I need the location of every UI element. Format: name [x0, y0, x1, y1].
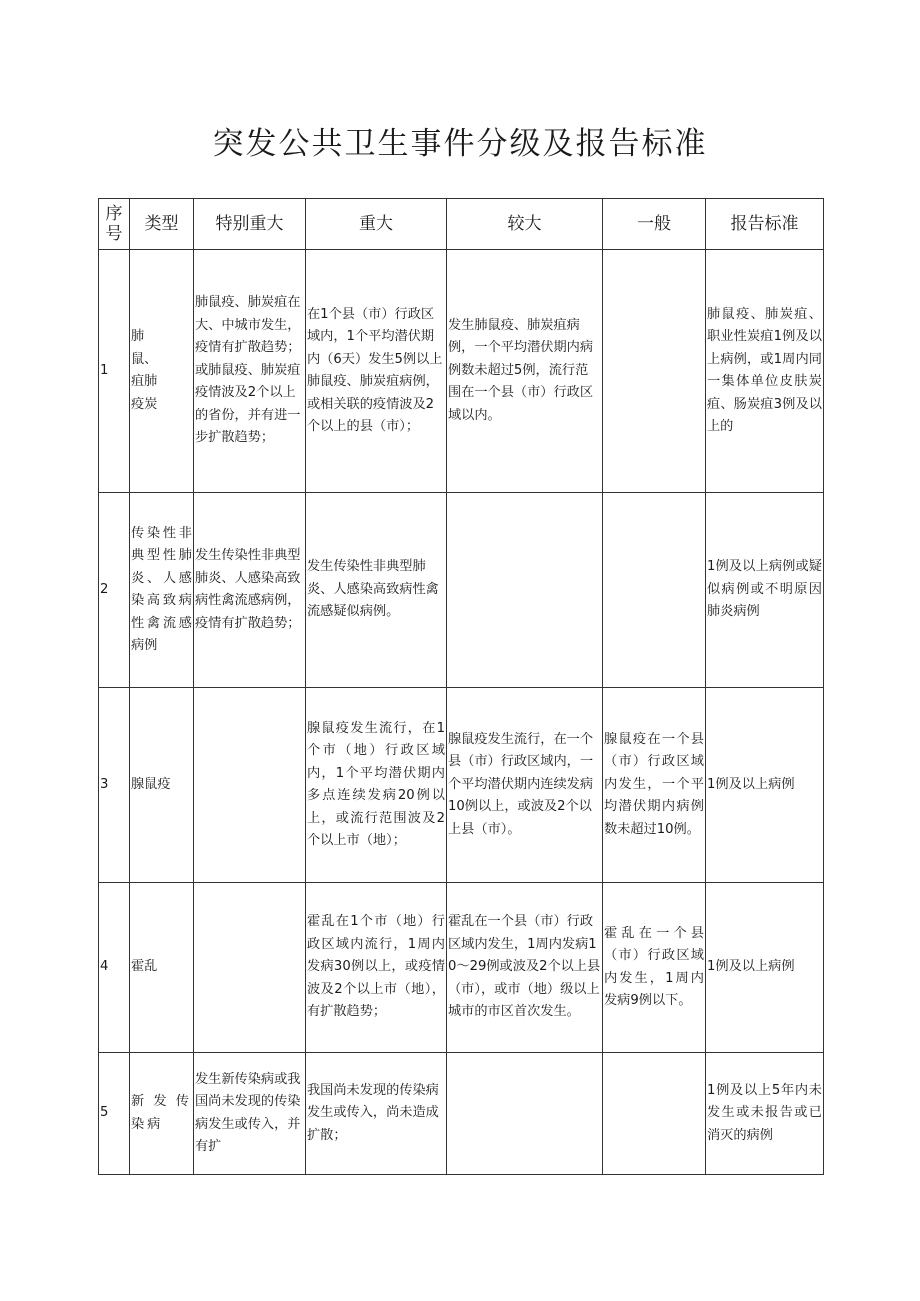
header-especially-major: 特别重大	[194, 199, 306, 250]
document-title: 突发公共卫生事件分级及报告标准	[212, 126, 708, 162]
cell-major: 腺鼠疫发生流行，在1个市（地）行政区域内，1个平均潜伏期内多点连续发病20例以上，或流行范围波及2个以上市（地）；	[306, 688, 447, 883]
cell-general: 腺鼠疫在一个县（市）行政区域内发生，一个平均潜伏期内病例数未超过10例。	[603, 688, 706, 883]
cell-major: 霍乱在1个市（地）行政区域内流行，1周内发病30例以上，或疫情波及2个以上市（地），有扩散趋势；	[306, 883, 447, 1053]
row-type: 霍乱	[130, 883, 194, 1053]
cell-report-standard: 肺鼠疫、肺炭疽、职业性炭疽1例及以上病例，或1周内同一集体单位皮肤炭疽、肠炭疽3例及以上的	[706, 250, 824, 493]
cell-especially-major: 发生新传染病或我国尚未发现的传染病发生或传入，并有扩	[194, 1053, 306, 1175]
header-general: 一般	[603, 199, 706, 250]
row-type: 新发传染病	[130, 1053, 194, 1175]
cell-larger: 发生肺鼠疫、肺炭疽病例，一个平均潜伏期内病例数未超过5例，流行范围在一个县（市）行政区域以内。	[447, 250, 603, 493]
grading-table	[98, 198, 824, 1175]
cell-especially-major: 肺鼠疫、肺炭疽在大、中城市发生，疫情有扩散趋势；或肺鼠疫、肺炭疽疫情波及2个以上的省份，并有进一步扩散趋势；	[194, 250, 306, 493]
cell-report-standard: 1例及以上病例或疑似病例或不明原因肺炎病例	[706, 493, 824, 688]
row-seq: 3	[99, 688, 130, 883]
row-seq: 1	[99, 250, 130, 493]
table-row	[99, 493, 824, 688]
cell-especially-major: 发生传染性非典型肺炎、人感染高致病性禽流感病例，疫情有扩散趋势；	[194, 493, 306, 688]
table-row	[99, 1053, 824, 1175]
header-report-standard: 报告标准	[706, 199, 824, 250]
row-type: 肺鼠、疽肺疫炭	[130, 250, 194, 493]
cell-general: 霍乱在一个县（市）行政区域内发生，1周内发病9例以下。	[603, 883, 706, 1053]
cell-report-standard: 1例及以上病例	[706, 883, 824, 1053]
cell-larger: 腺鼠疫发生流行，在一个县（市）行政区域内，一个平均潜伏期内连续发病10例以上，或波及2个以上县（市）。	[447, 688, 603, 883]
row-seq: 5	[99, 1053, 130, 1175]
row-seq: 2	[99, 493, 130, 688]
table-row	[99, 883, 824, 1053]
cell-larger: 霍乱在一个县（市）行政区域内发生，1周内发病10～29例或波及2个以上县（市），或市（地）级以上城市的市区首次发生。	[447, 883, 603, 1053]
row-type: 传染性非典型性肺炎、人感染高致病性禽流感病例	[130, 493, 194, 688]
cell-general	[603, 493, 706, 688]
cell-especially-major	[194, 688, 306, 883]
row-type: 腺鼠疫	[130, 688, 194, 883]
table-row	[99, 688, 824, 883]
cell-especially-major	[194, 883, 306, 1053]
row-seq: 4	[99, 883, 130, 1053]
header-major: 重大	[306, 199, 447, 250]
header-row	[99, 199, 824, 250]
cell-general	[603, 250, 706, 493]
cell-report-standard: 1例及以上病例	[706, 688, 824, 883]
cell-larger	[447, 1053, 603, 1175]
header-seq: 序号	[99, 199, 130, 250]
header-type: 类型	[130, 199, 194, 250]
cell-report-standard: 1例及以上5年内未发生或未报告或已消灭的病例	[706, 1053, 824, 1175]
cell-major: 在1个县（市）行政区域内，1个平均潜伏期内（6天）发生5例以上肺鼠疫、肺炭疽病例，或相关联的疫情波及2个以上的县（市）；	[306, 250, 447, 493]
header-larger: 较大	[447, 199, 603, 250]
cell-major: 我国尚未发现的传染病发生或传入，尚未造成扩散；	[306, 1053, 447, 1175]
cell-general	[603, 1053, 706, 1175]
cell-major: 发生传染性非典型肺炎、人感染高致病性禽流感疑似病例。	[306, 493, 447, 688]
table-row	[99, 250, 824, 493]
cell-larger	[447, 493, 603, 688]
